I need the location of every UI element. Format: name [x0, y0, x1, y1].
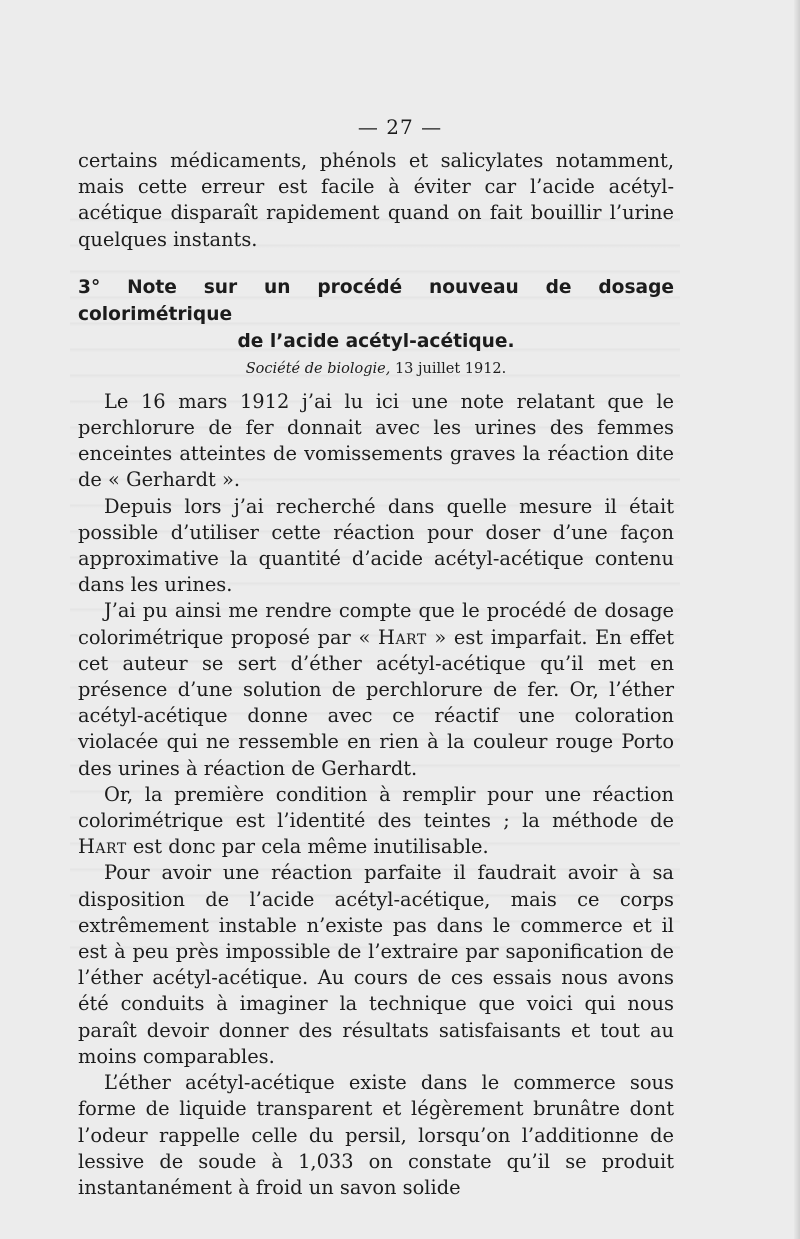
paragraph-4: [78, 782, 674, 861]
section-title: [78, 274, 674, 355]
paragraph-2: Depuis lors j’ai recherché dans quelle mesure il était possible d’utiliser cette réaction pour doser d’une façon approximative la quantité d’acide acétyl-acétique contenu dans les urines.: [78, 494, 674, 597]
source-date: 13 juillet 1912.: [394, 360, 507, 377]
paragraph-1: Le 16 mars 1912 j’ai lu ici une note relatant que le perchlorure de fer donnait avec les urines des femmes enceintes atteintes de vomissements graves la réaction dite de « Gerhardt ».: [78, 389, 674, 492]
intro-paragraph: certains médicaments, phénols et salicylates notamment, mais cette erreur est facile à éviter car l’acide acétyl-acétique disparaît rapidement quand on fait bouillir l’urine quelques instants.: [78, 149, 674, 251]
section-title-line-2: de l’acide acétyl-acétique.: [237, 330, 515, 352]
page-edge-shadow: [794, 0, 800, 1239]
paragraph-4-part-b: est donc par cela même inutilisable.: [126, 835, 489, 859]
page-number: — 27 —: [357, 115, 443, 139]
source-citation: [78, 359, 674, 379]
section-title-line-1: 3° Note sur un procédé nouveau de dosage colorimétrique: [78, 276, 674, 325]
paragraph-3-part-b: » est imparfait. En effet cet auteur se sert d’éther acétyl-acétique qu’il met en présence d’une solution de perchlorure de fer. Or, l’éther acétyl-acétique donne avec ce réactif une coloration violacée qui ne ressemble en rien à la couleur rouge Porto des urines à réaction de Gerhardt.: [78, 625, 674, 780]
source-society: Société de biologie,: [245, 360, 391, 377]
author-name-hart: Hart: [78, 835, 127, 859]
paragraph-3: [78, 598, 674, 781]
body-text: [78, 148, 674, 1201]
paragraph-5: Pour avoir une réaction parfaite il faudrait avoir à sa disposition de l’acide acétyl-acétique, mais ce corps extrêmement instable n’existe pas dans le commerce et il est à peu près impossible de l’extraire par saponification de l’éther acétyl-acétique. Au cours de ces essais nous avons été conduits à imaginer la technique que voici qui nous paraît devoir donner des résultats satisfaisants et tout au moins comparables.: [78, 861, 674, 1068]
paragraph-4-part-a: Or, la première condition à remplir pour une réaction colorimétrique est l’identité des teintes ; la méthode de: [78, 782, 674, 833]
paragraph-3-part-a: J’ai pu ainsi me rendre compte que le procédé de dosage colorimétrique proposé par «: [78, 599, 674, 649]
author-name-hart: Hart: [378, 625, 427, 649]
paragraph-6: L’éther acétyl-acétique existe dans le commerce sous forme de liquide transparent et légèrement brunâtre dont l’odeur rappelle celle du persil, lorsqu’on l’additionne de lessive de soude à 1,033 on constate qu’il se produit instantanément à froid un savon solide: [78, 1071, 674, 1199]
